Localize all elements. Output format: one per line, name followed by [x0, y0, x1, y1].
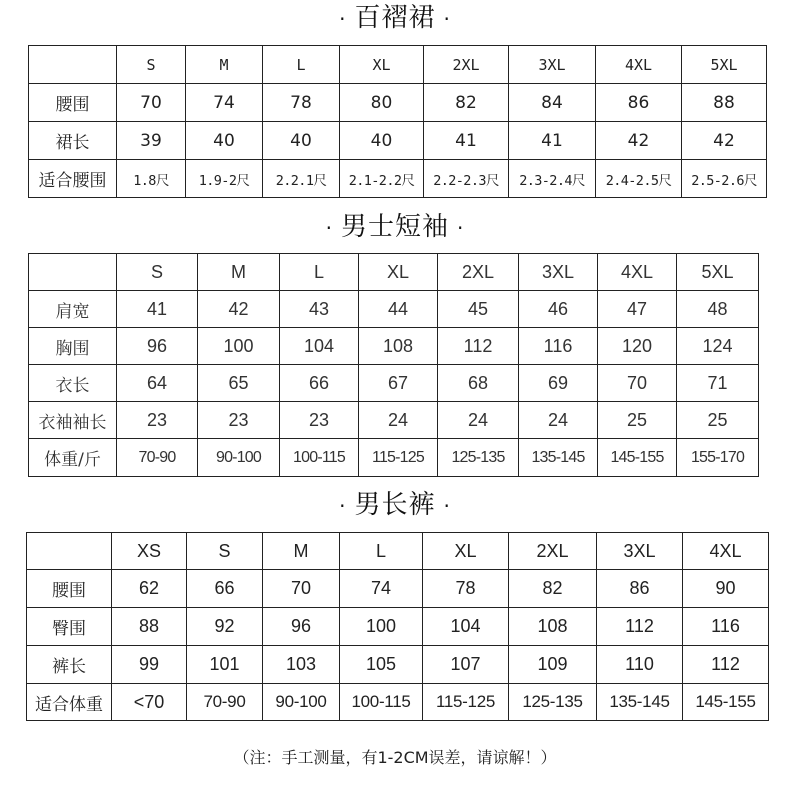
pants-title-text: 男长裤 — [354, 490, 436, 520]
table-header-row — [27, 533, 769, 570]
row-label: 腰围 — [29, 84, 117, 122]
table-cell: 2.2.1尺 — [263, 160, 340, 198]
table-cell: 74 — [186, 84, 263, 122]
table-cell: 65 — [198, 365, 280, 402]
header-cell: 3XL — [509, 46, 596, 84]
header-cell: 4XL — [596, 46, 682, 84]
header-cell: 2XL — [509, 533, 597, 570]
table-cell: 96 — [117, 328, 198, 365]
table-cell: 41 — [509, 122, 596, 160]
header-cell — [29, 46, 117, 84]
table-cell: 2.2-2.3尺 — [424, 160, 509, 198]
table-cell: 135-145 — [519, 439, 598, 477]
row-label: 衣长 — [29, 365, 117, 402]
table-cell: 112 — [438, 328, 519, 365]
table-cell: 104 — [423, 608, 509, 646]
header-cell: S — [117, 254, 198, 291]
pants-size-table — [26, 532, 769, 721]
title-bullet: · — [339, 493, 347, 518]
shirt-size-table — [28, 253, 759, 477]
table-row — [29, 84, 767, 122]
table-cell: 90-100 — [263, 684, 340, 721]
table-cell: 101 — [187, 646, 263, 684]
table-cell: 82 — [509, 570, 597, 608]
table-cell: 41 — [424, 122, 509, 160]
row-label: 体重/斤 — [29, 439, 117, 477]
table-cell: 68 — [438, 365, 519, 402]
table-cell: 66 — [280, 365, 359, 402]
skirt-size-table — [28, 45, 767, 198]
table-cell: 40 — [186, 122, 263, 160]
table-cell: 88 — [112, 608, 187, 646]
table-cell: 99 — [112, 646, 187, 684]
row-label: 适合腰围 — [29, 160, 117, 198]
table-cell: 100 — [198, 328, 280, 365]
table-cell: 110 — [597, 646, 683, 684]
header-cell: XL — [359, 254, 438, 291]
table-cell: 44 — [359, 291, 438, 328]
table-cell: 2.1-2.2尺 — [340, 160, 424, 198]
table-cell: 125-135 — [509, 684, 597, 721]
table-row — [27, 608, 769, 646]
header-cell: 5XL — [682, 46, 767, 84]
table-cell: 124 — [677, 328, 759, 365]
header-cell: L — [340, 533, 423, 570]
table-row — [29, 365, 759, 402]
skirt-title-text: 百褶裙 — [354, 3, 436, 33]
header-cell: 4XL — [598, 254, 677, 291]
table-cell: 100-115 — [280, 439, 359, 477]
table-cell: 69 — [519, 365, 598, 402]
table-cell: 24 — [519, 402, 598, 439]
table-cell: 115-125 — [359, 439, 438, 477]
table-cell: 78 — [263, 84, 340, 122]
table-cell: 103 — [263, 646, 340, 684]
title-bullet: · — [457, 215, 465, 240]
table-cell: 108 — [359, 328, 438, 365]
table-cell: 45 — [438, 291, 519, 328]
skirt-title — [0, 3, 790, 34]
table-cell: 66 — [187, 570, 263, 608]
table-cell: 145-155 — [598, 439, 677, 477]
header-cell — [27, 533, 112, 570]
table-row — [29, 328, 759, 365]
table-cell: 67 — [359, 365, 438, 402]
table-cell: 88 — [682, 84, 767, 122]
table-cell: 40 — [263, 122, 340, 160]
header-cell: M — [198, 254, 280, 291]
table-cell: 71 — [677, 365, 759, 402]
header-cell: M — [186, 46, 263, 84]
header-cell — [29, 254, 117, 291]
table-cell: 42 — [596, 122, 682, 160]
table-cell: 70-90 — [187, 684, 263, 721]
table-row — [29, 160, 767, 198]
table-cell: 109 — [509, 646, 597, 684]
table-cell: 100-115 — [340, 684, 423, 721]
table-cell: 64 — [117, 365, 198, 402]
table-cell: 116 — [519, 328, 598, 365]
table-cell: 23 — [117, 402, 198, 439]
table-cell: 90-100 — [198, 439, 280, 477]
table-cell: 145-155 — [683, 684, 769, 721]
table-cell: 23 — [280, 402, 359, 439]
table-cell: 2.3-2.4尺 — [509, 160, 596, 198]
pants-title — [0, 490, 790, 521]
header-cell: S — [187, 533, 263, 570]
header-cell: 2XL — [424, 46, 509, 84]
row-label: 肩宽 — [29, 291, 117, 328]
table-cell: 70-90 — [117, 439, 198, 477]
table-cell: 104 — [280, 328, 359, 365]
table-cell: 100 — [340, 608, 423, 646]
table-cell: 90 — [683, 570, 769, 608]
table-cell: 2.4-2.5尺 — [596, 160, 682, 198]
table-row — [29, 439, 759, 477]
table-cell: 112 — [683, 646, 769, 684]
table-row — [27, 570, 769, 608]
table-cell: 105 — [340, 646, 423, 684]
table-cell: 62 — [112, 570, 187, 608]
row-label: 腰围 — [27, 570, 112, 608]
table-cell: 112 — [597, 608, 683, 646]
table-cell: 39 — [117, 122, 186, 160]
row-label: 衣袖袖长 — [29, 402, 117, 439]
header-cell: XL — [423, 533, 509, 570]
header-cell: L — [263, 46, 340, 84]
title-bullet: · — [443, 493, 451, 518]
table-cell: 1.8尺 — [117, 160, 186, 198]
header-cell: L — [280, 254, 359, 291]
row-label: 胸围 — [29, 328, 117, 365]
table-cell: 125-135 — [438, 439, 519, 477]
table-cell: 86 — [597, 570, 683, 608]
header-cell: 5XL — [677, 254, 759, 291]
table-cell: 70 — [263, 570, 340, 608]
table-cell: 84 — [509, 84, 596, 122]
table-cell: 42 — [198, 291, 280, 328]
table-cell: 120 — [598, 328, 677, 365]
header-cell: 2XL — [438, 254, 519, 291]
table-row — [29, 122, 767, 160]
table-cell: <70 — [112, 684, 187, 721]
title-bullet: · — [325, 215, 333, 240]
title-bullet: · — [443, 6, 451, 31]
header-cell: S — [117, 46, 186, 84]
shirt-title-text: 男士短袖 — [340, 212, 449, 242]
table-cell: 46 — [519, 291, 598, 328]
header-cell: 3XL — [519, 254, 598, 291]
row-label: 裙长 — [29, 122, 117, 160]
table-cell: 1.9-2尺 — [186, 160, 263, 198]
table-cell: 40 — [340, 122, 424, 160]
table-header-row — [29, 46, 767, 84]
table-cell: 74 — [340, 570, 423, 608]
row-label: 臀围 — [27, 608, 112, 646]
header-cell: 4XL — [683, 533, 769, 570]
table-cell: 116 — [683, 608, 769, 646]
table-cell: 115-125 — [423, 684, 509, 721]
table-cell: 108 — [509, 608, 597, 646]
row-label: 裤长 — [27, 646, 112, 684]
table-cell: 47 — [598, 291, 677, 328]
title-bullet: · — [339, 6, 347, 31]
row-label: 适合体重 — [27, 684, 112, 721]
table-cell: 24 — [359, 402, 438, 439]
header-cell: M — [263, 533, 340, 570]
measurement-note: （注：手工测量，有1-2CM误差，请谅解！） — [233, 748, 557, 767]
table-cell: 135-145 — [597, 684, 683, 721]
table-cell: 24 — [438, 402, 519, 439]
table-cell: 107 — [423, 646, 509, 684]
header-cell: 3XL — [597, 533, 683, 570]
table-cell: 80 — [340, 84, 424, 122]
table-cell: 41 — [117, 291, 198, 328]
table-cell: 96 — [263, 608, 340, 646]
header-cell: XL — [340, 46, 424, 84]
table-row — [29, 291, 759, 328]
table-cell: 82 — [424, 84, 509, 122]
table-row — [29, 402, 759, 439]
table-cell: 70 — [117, 84, 186, 122]
table-cell: 48 — [677, 291, 759, 328]
table-cell: 42 — [682, 122, 767, 160]
table-cell: 23 — [198, 402, 280, 439]
table-cell: 43 — [280, 291, 359, 328]
table-cell: 25 — [677, 402, 759, 439]
table-row — [27, 646, 769, 684]
table-header-row — [29, 254, 759, 291]
header-cell: XS — [112, 533, 187, 570]
table-cell: 155-170 — [677, 439, 759, 477]
table-cell: 86 — [596, 84, 682, 122]
shirt-title — [0, 212, 790, 243]
table-cell: 70 — [598, 365, 677, 402]
table-cell: 25 — [598, 402, 677, 439]
table-row — [27, 684, 769, 721]
table-cell: 2.5-2.6尺 — [682, 160, 767, 198]
table-cell: 92 — [187, 608, 263, 646]
table-cell: 78 — [423, 570, 509, 608]
